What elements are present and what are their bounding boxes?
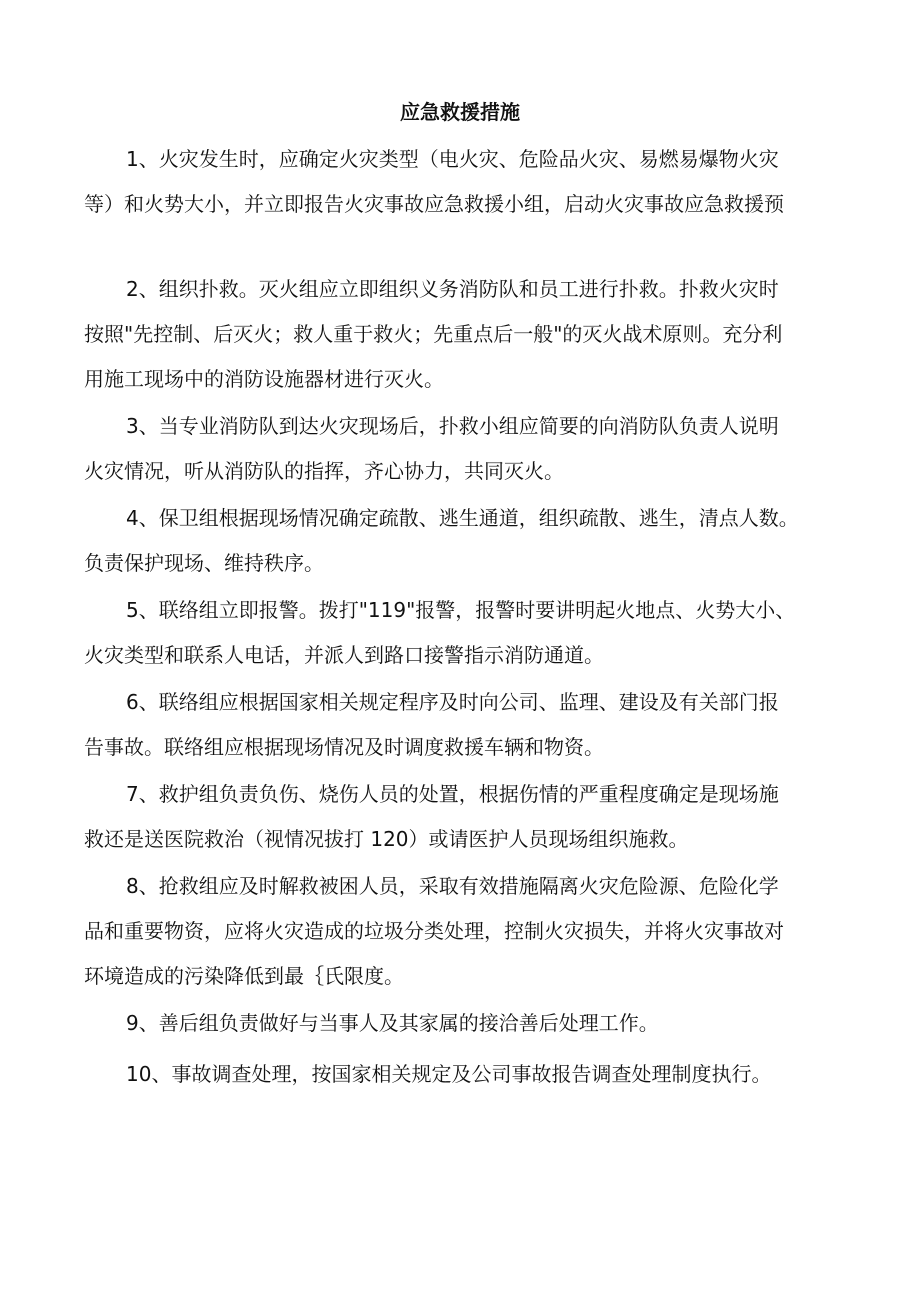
paragraph-1: [84, 137, 856, 227]
paragraph-line: 等）和火势大小，并立即报告火灾事故应急救援小组，启动火灾事故应急救援预: [84, 192, 784, 216]
paragraph-line: 5、联络组立即报警。拨打"119"报警，报警时要讲明起火地点、火势大小、: [126, 598, 796, 622]
paragraph-4: [84, 496, 856, 586]
paragraph-line: 告事故。联络组应根据现场情况及时调度救援车辆和物资。: [84, 735, 604, 759]
paragraph-line: 品和重要物资，应将火灾造成的垃圾分类处理，控制火灾损失，并将火灾事故对: [84, 919, 784, 943]
paragraph-line: 7、救护组负责负伤、烧伤人员的处置，根据伤情的严重程度确定是现场施: [126, 782, 779, 806]
paragraph-line: 火灾类型和联系人电话，并派人到路口接警指示消防通道。: [84, 643, 604, 667]
paragraph-line: 6、联络组应根据国家相关规定程序及时向公司、监理、建设及有关部门报: [126, 690, 779, 714]
paragraph-line: 用施工现场中的消防设施器材进行灭火。: [84, 367, 444, 391]
paragraph-line: 按照"先控制、后灭火；救人重于救火；先重点后一般"的灭火战术原则。充分利: [84, 322, 783, 346]
paragraph-line: 救还是送医院救治（视情况拔打 120）或请医护人员现场组织施救。: [84, 827, 689, 851]
paragraph-6: [84, 680, 856, 770]
paragraph-10: [84, 1052, 856, 1097]
paragraph-line: 10、事故调查处理，按国家相关规定及公司事故报告调查处理制度执行。: [126, 1062, 772, 1086]
paragraph-line: 3、当专业消防队到达火灾现场后，扑救小组应简要的向消防队负责人说明: [126, 414, 779, 438]
paragraph-line: 负责保护现场、维持秩序。: [84, 551, 324, 575]
paragraph-8: [84, 864, 856, 999]
paragraph-line: 火灾情况，听从消防队的指挥，齐心协力，共同灭火。: [84, 459, 564, 483]
paragraph-9: [84, 1001, 856, 1046]
paragraph-line: 1、火灾发生时，应确定火灾类型（电火灾、危险品火灾、易燃易爆物火灾: [126, 147, 779, 171]
paragraph-line: 9、善后组负责做好与当事人及其家属的接洽善后处理工作。: [126, 1011, 659, 1035]
paragraph-line: 4、保卫组根据现场情况确定疏散、逃生通道，组织疏散、逃生，清点人数。: [126, 506, 799, 530]
paragraph-line: 8、抢救组应及时解救被困人员，采取有效措施隔离火灾危险源、危险化学: [126, 874, 779, 898]
paragraph-line: 环境造成的污染降低到最｛氏限度。: [84, 964, 404, 988]
paragraph-7: [84, 772, 856, 862]
page-title: 应急救援措施: [400, 100, 520, 124]
paragraph-3: [84, 404, 856, 494]
paragraph-5: [84, 588, 856, 678]
paragraph-2: [84, 267, 856, 402]
paragraph-line: 2、组织扑救。灭火组应立即组织义务消防队和员工进行扑救。扑救火灾时: [126, 277, 779, 301]
